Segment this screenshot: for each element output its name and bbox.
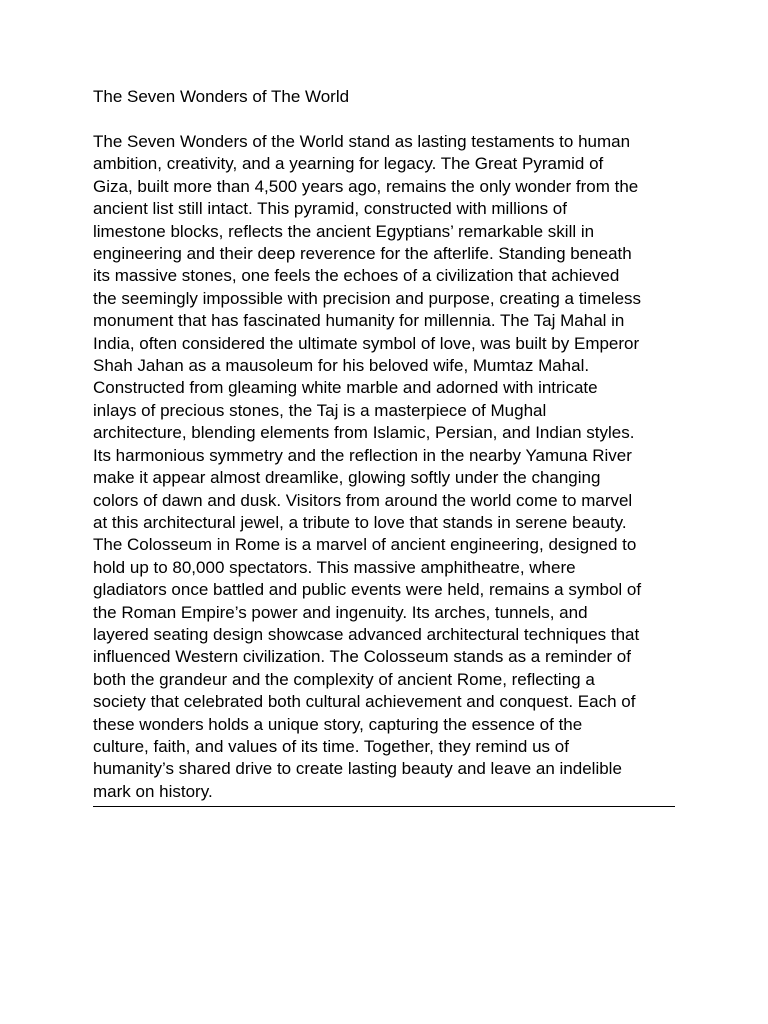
body-line: India, often considered the ultimate symbol of love, was built by Emperor (93, 333, 640, 353)
body-line: gladiators once battled and public events were held, remains a symbol of (93, 580, 642, 600)
body-line: these wonders holds a unique story, capturing the essence of the (93, 714, 583, 734)
body-line: monument that has fascinated humanity for millennia. The Taj Mahal in (93, 311, 625, 331)
body-line: its massive stones, one feels the echoes of a civilization that achieved (93, 266, 620, 286)
horizontal-rule (93, 806, 675, 807)
body-line: Giza, built more than 4,500 years ago, remains the only wonder from the (93, 176, 639, 196)
body-line: ambition, creativity, and a yearning for legacy. The Great Pyramid of (93, 154, 604, 174)
body-line: The Seven Wonders of the World stand as lasting testaments to human (93, 132, 631, 151)
body-line: society that celebrated both cultural achievement and conquest. Each of (93, 692, 636, 712)
body-line: Constructed from gleaming white marble and adorned with intricate (93, 378, 598, 398)
body-line: at this architectural jewel, a tribute to love that stands in serene beauty. (93, 512, 627, 532)
body-line: layered seating design showcase advanced architectural techniques that (93, 624, 640, 644)
body-line: colors of dawn and dusk. Visitors from around the world come to marvel (93, 490, 633, 510)
body-line: mark on history. (93, 781, 213, 801)
body-line: influenced Western civilization. The Colosseum stands as a reminder of (93, 647, 631, 667)
body-line: the Roman Empire’s power and ingenuity. Its arches, tunnels, and (93, 602, 588, 622)
body-line: engineering and their deep reverence for the afterlife. Standing beneath (93, 244, 632, 264)
body-line: ancient list still intact. This pyramid, constructed with millions of (93, 199, 567, 219)
body-line: The Colosseum in Rome is a marvel of ancient engineering, designed to (93, 535, 637, 555)
body-line: both the grandeur and the complexity of ancient Rome, reflecting a (93, 669, 595, 689)
document-title: The Seven Wonders of The World (93, 87, 350, 106)
body-line: Its harmonious symmetry and the reflection in the nearby Yamuna River (93, 445, 632, 465)
body-line: humanity’s shared drive to create lasting beauty and leave an indelible (93, 759, 622, 779)
document-body (93, 131, 693, 803)
body-line: the seemingly impossible with precision and purpose, creating a timeless (93, 288, 642, 308)
body-line: inlays of precious stones, the Taj is a masterpiece of Mughal (93, 400, 547, 420)
body-line: Shah Jahan as a mausoleum for his beloved wife, Mumtaz Mahal. (93, 356, 590, 376)
body-line: architecture, blending elements from Islamic, Persian, and Indian styles. (93, 423, 635, 443)
body-line: hold up to 80,000 spectators. This massive amphitheatre, where (93, 557, 576, 577)
body-line: limestone blocks, reflects the ancient Egyptians’ remarkable skill in (93, 221, 595, 241)
body-line: culture, faith, and values of its time. Together, they remind us of (93, 736, 569, 756)
body-line: make it appear almost dreamlike, glowing softly under the changing (93, 468, 601, 488)
